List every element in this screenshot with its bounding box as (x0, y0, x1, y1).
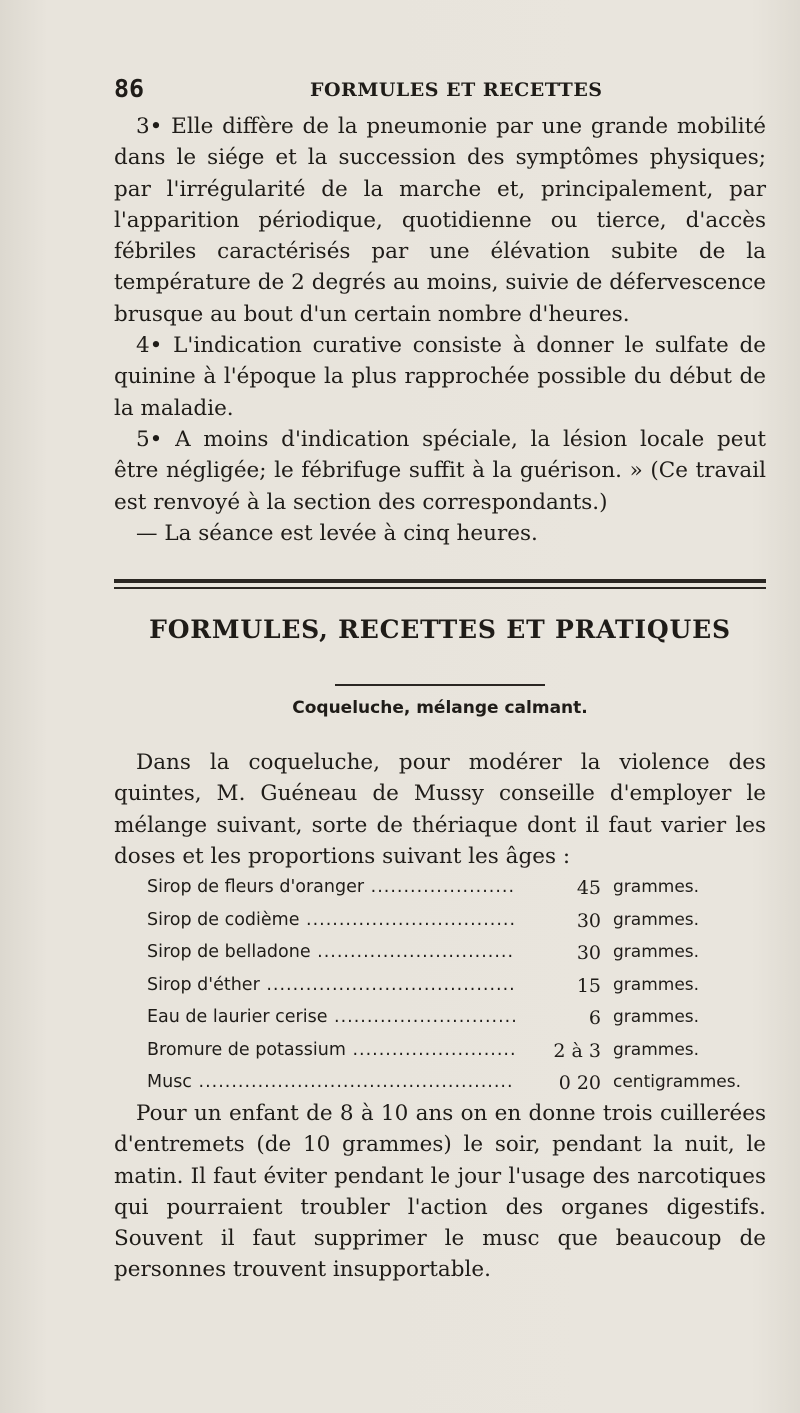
section-title: FORMULES, RECETTES ET PRATIQUES (149, 615, 731, 644)
recipe-row (147, 975, 759, 1008)
running-title: FORMULES ET RECETTES (310, 79, 603, 101)
ingredient-name: Sirop d'éther ..... (147, 975, 515, 995)
ingredient-unit: grammes. (613, 942, 700, 962)
recipe-row (147, 877, 759, 910)
ingredient-name: Eau de laurier cerise ..... (147, 1007, 515, 1027)
ingredient-quantity: 2 à 3 (553, 1039, 601, 1062)
ingredient-quantity: 15 (576, 974, 601, 997)
intro-paragraph: Dans la coqueluche, pour modérer la violence des quintes, M. Guéneau de Mussy conseille d'employer le mélange suivant, sorte de thériaque dont il faut varier les doses et les proportions suivant les âges : (114, 750, 766, 869)
recipe-row (147, 942, 759, 975)
ingredient-quantity: 45 (576, 877, 601, 899)
page-number: 86 (114, 74, 145, 103)
ingredient-unit: centigrammes. (613, 1072, 742, 1092)
recipe-subtitle: Coqueluche, mélange calmant. (292, 698, 588, 718)
ingredient-name: Sirop de fleurs d'oranger ..... (147, 877, 515, 897)
ingredient-name: Musc ..... (147, 1072, 515, 1092)
ingredient-quantity: 30 (576, 909, 601, 932)
intro-text (114, 747, 766, 872)
ingredient-name: Sirop de belladone ..... (147, 942, 515, 962)
recipe-row (147, 1007, 759, 1040)
recipe-list (147, 877, 759, 1105)
title-rule (335, 684, 545, 686)
paragraph-point-3: 3• Elle diffère de la pneumonie par une grande mobilité dans le siége et la succession des symptômes physiques; par l'irrégularité de la marche et, principalement, par l'apparition périodique, quotidienne ou tierce, d'accès fébriles caractérisés par une élévation subite de la température de 2 degrés au moins, suivie de défervescence brusque au bout d'un certain nombre d'heures. (114, 114, 766, 327)
recipe-row (147, 910, 759, 943)
session-closing-line: — La séance est levée à cinq heures. (136, 520, 538, 546)
recipe-row (147, 1040, 759, 1073)
ingredient-unit: grammes. (613, 1007, 700, 1027)
top-text (114, 111, 766, 549)
ingredient-unit: grammes. (613, 909, 700, 930)
closing-text (114, 1098, 766, 1286)
ingredient-unit: grammes. (613, 1039, 700, 1060)
closing-paragraph: Pour un enfant de 8 à 10 ans on en donne trois cuillerées d'entremets (de 10 grammes) le soir, pendant la nuit, le matin. Il faut éviter pendant le jour l'usage des narcotiques qui pourraient troubler l'action des organes digestifs. Souvent il faut supprimer le musc que beaucoup de personnes trouvent insupportable. (114, 1101, 766, 1283)
paragraph-point-4: 4• L'indication curative consiste à donner le sulfate de quinine à l'époque la plus rapprochée possible du début de la maladie. (114, 333, 766, 421)
paragraph-point-5: 5• A moins d'indication spéciale, la lésion locale peut être négligée; le fébrifuge suffit à la guérison. » (Ce travail est renvoyé à la section des correspondants.) (114, 426, 766, 515)
running-head (114, 74, 754, 106)
section-divider (114, 579, 766, 593)
ingredient-quantity: 6 (588, 1007, 601, 1029)
ingredient-quantity: 0 20 (558, 1072, 601, 1094)
ingredient-name: Sirop de codième ..... (147, 910, 515, 930)
ingredient-unit: grammes. (613, 877, 700, 897)
ingredient-quantity: 30 (576, 942, 601, 964)
ingredient-name: Bromure de potassium ..... (147, 1040, 515, 1060)
ingredient-unit: grammes. (613, 974, 700, 995)
